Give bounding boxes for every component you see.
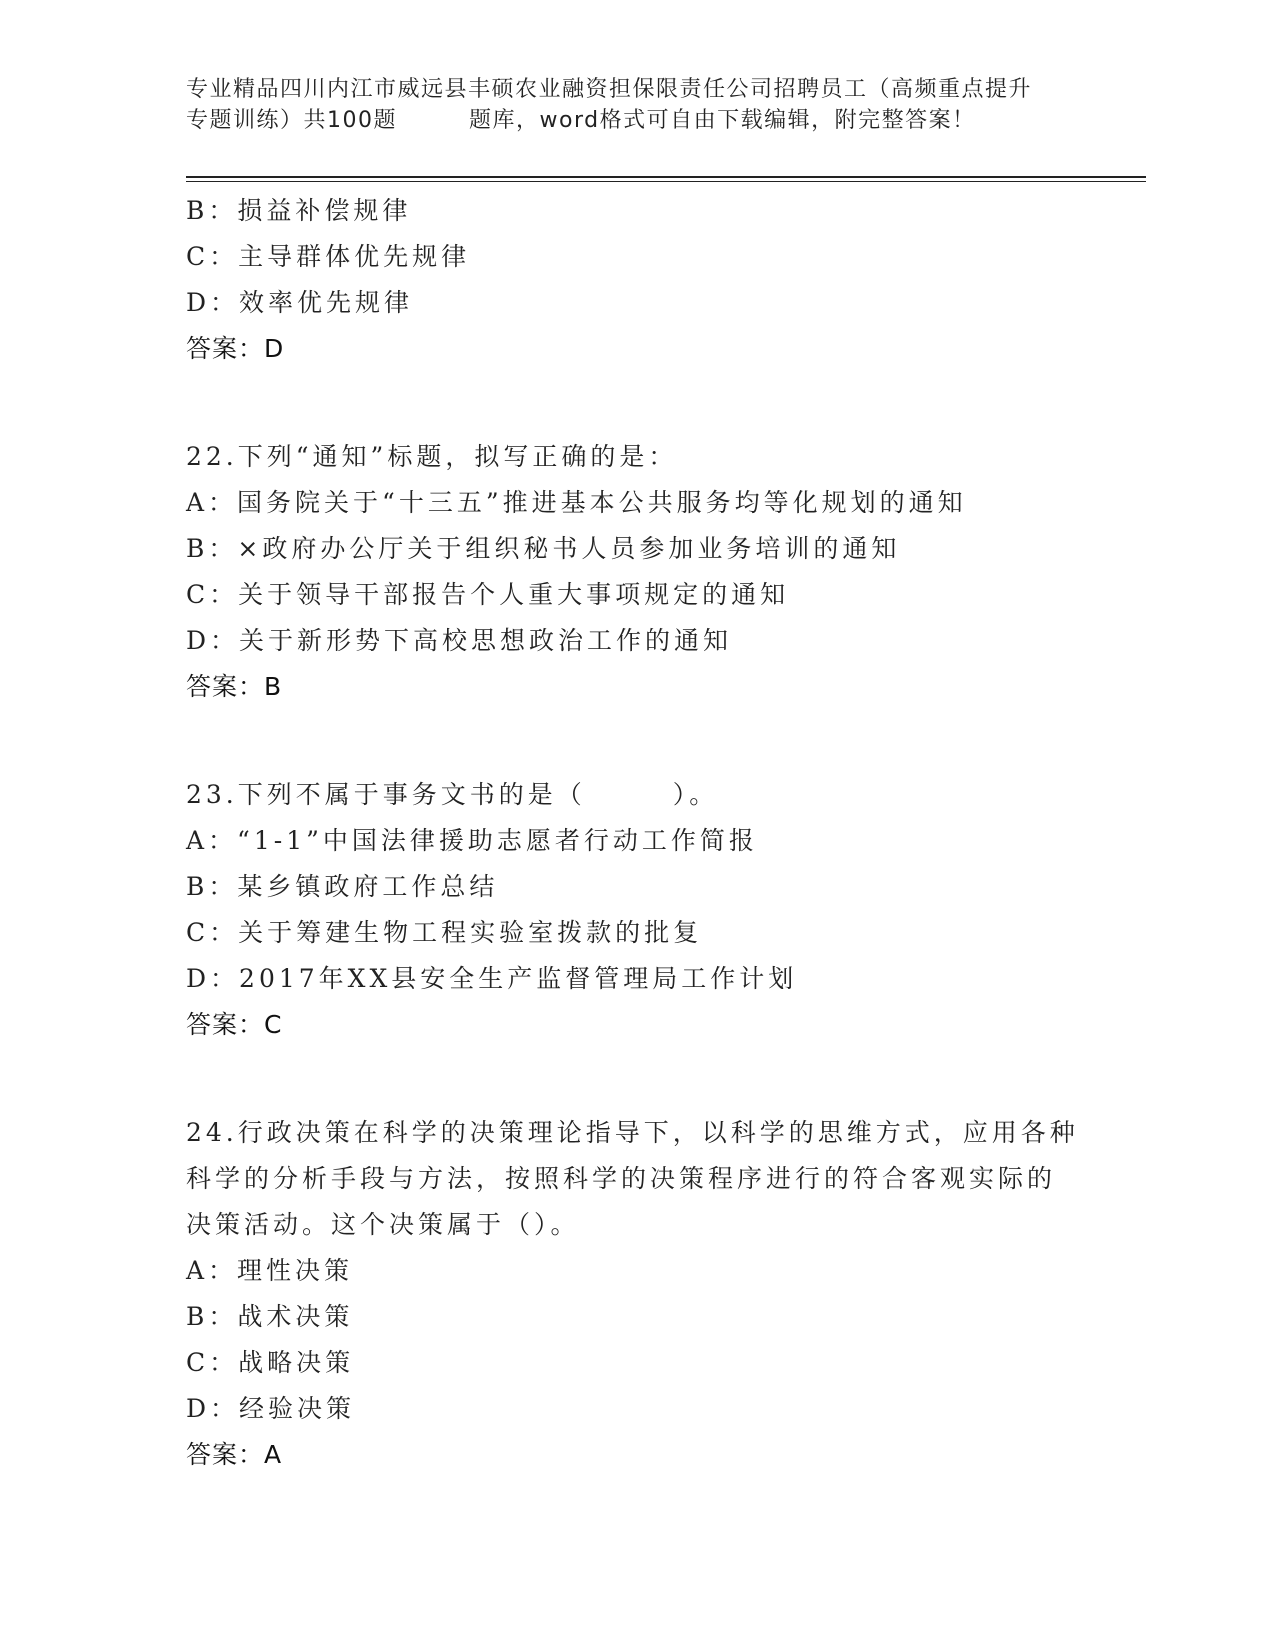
question-stem: 23.下列不属于事务文书的是（ ）。 xyxy=(186,780,719,809)
option-a: A：国务院关于“十三五”推进基本公共服务均等化规划的通知 xyxy=(186,488,967,517)
question-23 xyxy=(186,772,1086,1048)
option-c: C：关于领导干部报告个人重大事项规定的通知 xyxy=(186,580,790,609)
option-d: D：效率优先规律 xyxy=(186,288,414,317)
document-header xyxy=(186,74,1086,136)
header-rule-thick xyxy=(186,176,1146,178)
question-22 xyxy=(186,434,1086,710)
question-21-tail xyxy=(186,188,1086,372)
header-title-line-2 xyxy=(186,105,1086,136)
question-stem-line-1: 24.行政决策在科学的决策理论指导下，以科学的思维方式，应用各种 xyxy=(186,1118,1079,1147)
question-stem xyxy=(186,1110,1086,1248)
question-24 xyxy=(186,1110,1086,1478)
option-a: A：理性决策 xyxy=(186,1256,354,1285)
question-list xyxy=(186,188,1086,1478)
option-a: A：“1-1”中国法律援助志愿者行动工作简报 xyxy=(186,826,758,855)
answer-line: 答案：B xyxy=(186,672,283,701)
header-title-line-1: 专业精品四川内江市威远县丰硕农业融资担保限责任公司招聘员工（高频重点提升 xyxy=(186,77,1033,102)
question-stem: 22.下列“通知”标题，拟写正确的是： xyxy=(186,442,678,471)
option-c: C：战略决策 xyxy=(186,1348,355,1377)
option-b: B：×政府办公厅关于组织秘书人员参加业务培训的通知 xyxy=(186,534,901,563)
answer-line: 答案：C xyxy=(186,1010,283,1039)
answer-line: 答案：D xyxy=(186,334,285,363)
option-c: C：关于筹建生物工程实验室拨款的批复 xyxy=(186,918,703,947)
option-d: D：2017年XX县安全生产监督管理局工作计划 xyxy=(186,964,798,993)
option-d: D：经验决策 xyxy=(186,1394,356,1423)
answer-line: 答案：A xyxy=(186,1440,283,1469)
option-b: B：战术决策 xyxy=(186,1302,354,1331)
header-title-line-2b: 题库，word格式可自由下载编辑，附完整答案！ xyxy=(469,108,976,133)
option-b: B：损益补偿规律 xyxy=(186,196,412,225)
question-stem-line-3: 决策活动。这个决策属于（）。 xyxy=(186,1210,580,1239)
option-d: D：关于新形势下高校思想政治工作的通知 xyxy=(186,626,733,655)
question-stem-line-2: 科学的分析手段与方法，按照科学的决策程序进行的符合客观实际的 xyxy=(186,1164,1057,1193)
option-c: C：主导群体优先规律 xyxy=(186,242,471,271)
option-b: B：某乡镇政府工作总结 xyxy=(186,872,499,901)
header-title-line-2a: 专题训练）共100题 xyxy=(186,108,397,133)
header-rule-thin xyxy=(186,181,1146,182)
